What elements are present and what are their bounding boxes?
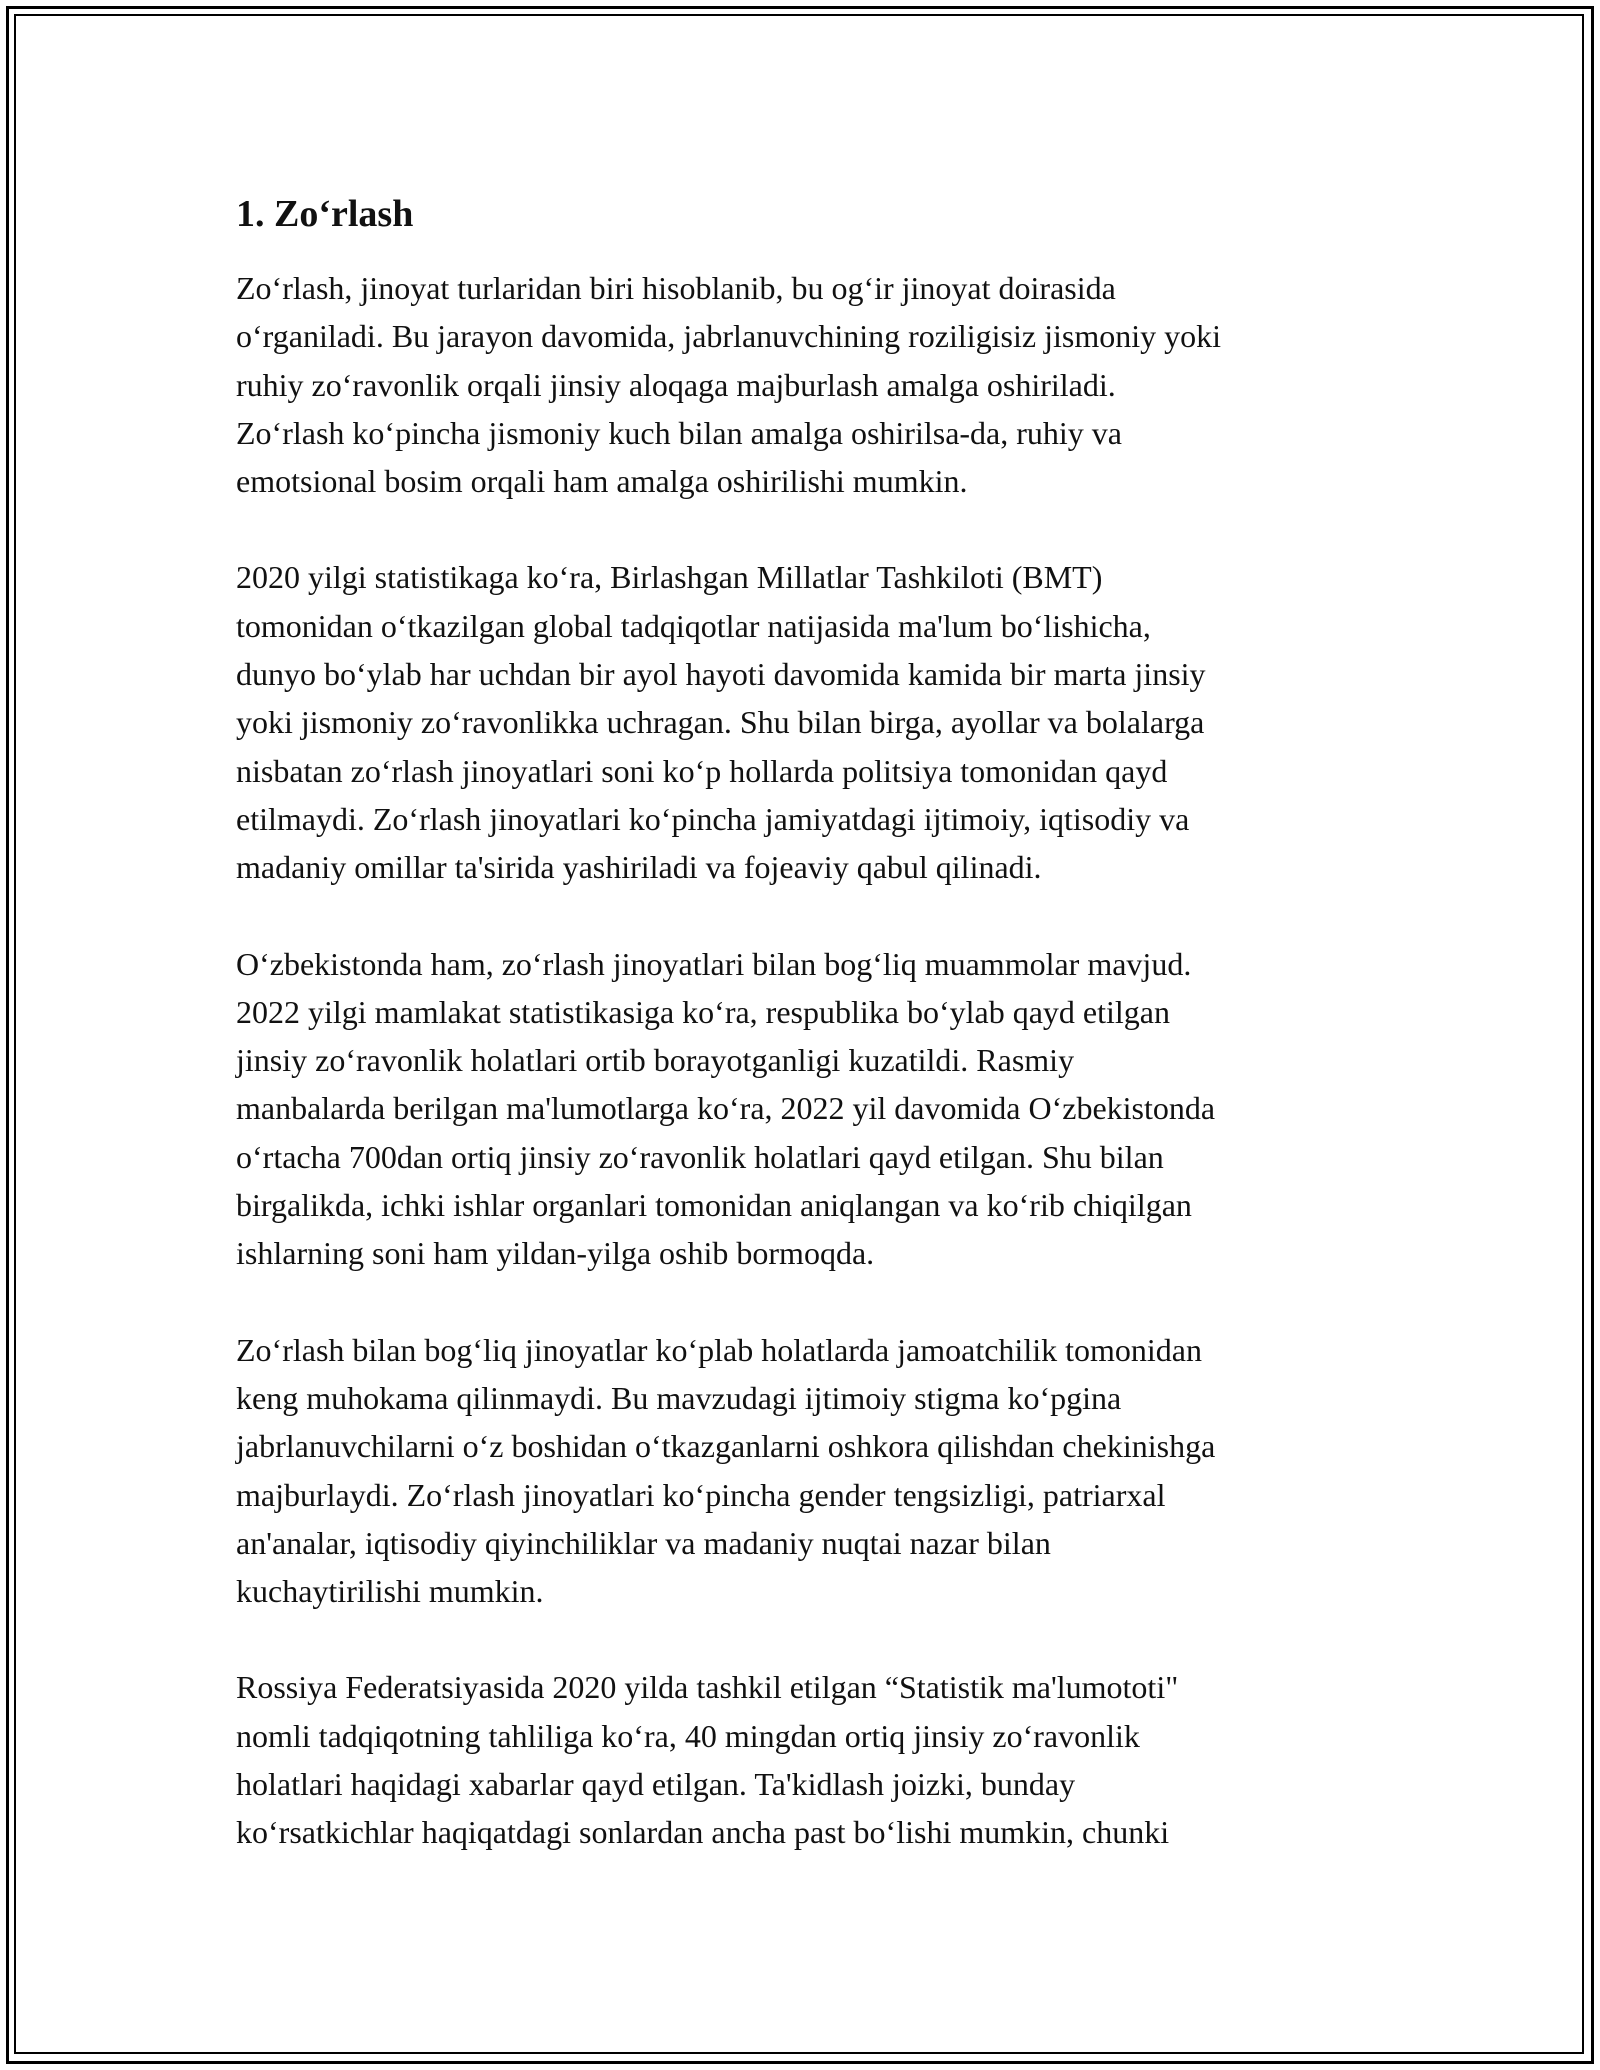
text-line: madaniy omillar ta'sirida yashiriladi va fojeaviy qabul qilinadi. — [236, 849, 1042, 886]
text-line: jinsiy zo‘ravonlik holatlari ortib borayotganligi kuzatildi. Rasmiy — [236, 1042, 1075, 1079]
text-line: nomli tadqiqotning tahliliga ko‘ra, 40 mingdan ortiq jinsiy zo‘ravonlik — [236, 1717, 1140, 1754]
paragraph-2 — [236, 553, 1386, 891]
paragraph-container — [236, 264, 1386, 1857]
text-line: Zo‘rlash, jinoyat turlaridan biri hisoblanib, bu og‘ir jinoyat doirasida — [236, 270, 1116, 306]
paragraph-3 — [236, 940, 1386, 1278]
text-line: 2022 yilgi mamlakat statistikasiga ko‘ra, respublika bo‘ylab qayd etilgan — [236, 993, 1170, 1030]
text-line: o‘rtacha 700dan ortiq jinsiy zo‘ravonlik holatlari qayd etilgan. Shu bilan — [236, 1138, 1164, 1175]
text-line: ruhiy zo‘ravonlik orqali jinsiy aloqaga majburlash amalga oshiriladi. — [236, 366, 1116, 403]
text-line: jabrlanuvchilarni o‘z boshidan o‘tkazganlarni oshkora qilishdan chekinishga — [236, 1428, 1216, 1465]
paragraph-1 — [236, 264, 1386, 505]
text-line: dunyo bo‘ylab har uchdan bir ayol hayoti davomida kamida bir marta jinsiy — [236, 656, 1206, 693]
paragraph-5 — [236, 1663, 1386, 1856]
section-heading: 1. Zo‘rlash — [236, 193, 414, 235]
text-line: tomonidan o‘tkazilgan global tadqiqotlar natijasida ma'lum bo‘lishicha, — [236, 607, 1151, 644]
text-line: manbalarda berilgan ma'lumotlarga ko‘ra, 2022 yil davomida O‘zbekistonda — [236, 1090, 1216, 1127]
text-line: Zo‘rlash bilan bog‘liq jinoyatlar ko‘plab holatlarda jamoatchilik tomonidan — [236, 1331, 1202, 1368]
text-line: kuchaytirilishi mumkin. — [236, 1573, 544, 1610]
text-line: an'analar, iqtisodiy qiyinchiliklar va madaniy nuqtai nazar bilan — [236, 1524, 1051, 1561]
text-line: ko‘rsatkichlar haqiqatdagi sonlardan ancha past bo‘lishi mumkin, chunki — [236, 1814, 1170, 1851]
text-line: birgalikda, ichki ishlar organlari tomonidan aniqlangan va ko‘rib chiqilgan — [236, 1187, 1192, 1224]
paragraph-4 — [236, 1326, 1386, 1616]
text-line: holatlari haqidagi xabarlar qayd etilgan. Ta'kidlash joizki, bunday — [236, 1766, 1076, 1803]
text-line: Rossiya Federatsiyasida 2020 yilda tashkil etilgan “Statistik ma'lumototi" — [236, 1669, 1179, 1706]
text-line: ishlarning soni ham yildan-yilga oshib bormoqda. — [236, 1235, 875, 1272]
text-line: 2020 yilgi statistikaga ko‘ra, Birlashgan Millatlar Tashkiloti (BMT) — [236, 559, 1103, 596]
text-line: Zo‘rlash ko‘pincha jismoniy kuch bilan amalga oshirilsa-da, ruhiy va — [236, 414, 1122, 451]
text-line: majburlaydi. Zo‘rlash jinoyatlari ko‘pincha gender tengsizligi, patriarxal — [236, 1476, 1166, 1513]
text-line: keng muhokama qilinmaydi. Bu mavzudagi ijtimoiy stigma ko‘pgina — [236, 1379, 1122, 1416]
document-body — [236, 188, 1386, 1857]
text-line: nisbatan zo‘rlash jinoyatlari soni ko‘p hollarda politsiya tomonidan qayd — [236, 752, 1168, 789]
text-line: etilmaydi. Zo‘rlash jinoyatlari ko‘pincha jamiyatdagi ijtimoiy, iqtisodiy va — [236, 800, 1190, 837]
text-line: o‘rganiladi. Bu jarayon davomida, jabrlanuvchining roziligisiz jismoniy yoki — [236, 318, 1221, 355]
text-line: O‘zbekistonda ham, zo‘rlash jinoyatlari bilan bog‘liq muammolar mavjud. — [236, 945, 1192, 982]
text-line: yoki jismoniy zo‘ravonlikka uchragan. Shu bilan birga, ayollar va bolalarga — [236, 704, 1205, 741]
text-line: emotsional bosim orqali ham amalga oshirilishi mumkin. — [236, 463, 968, 500]
